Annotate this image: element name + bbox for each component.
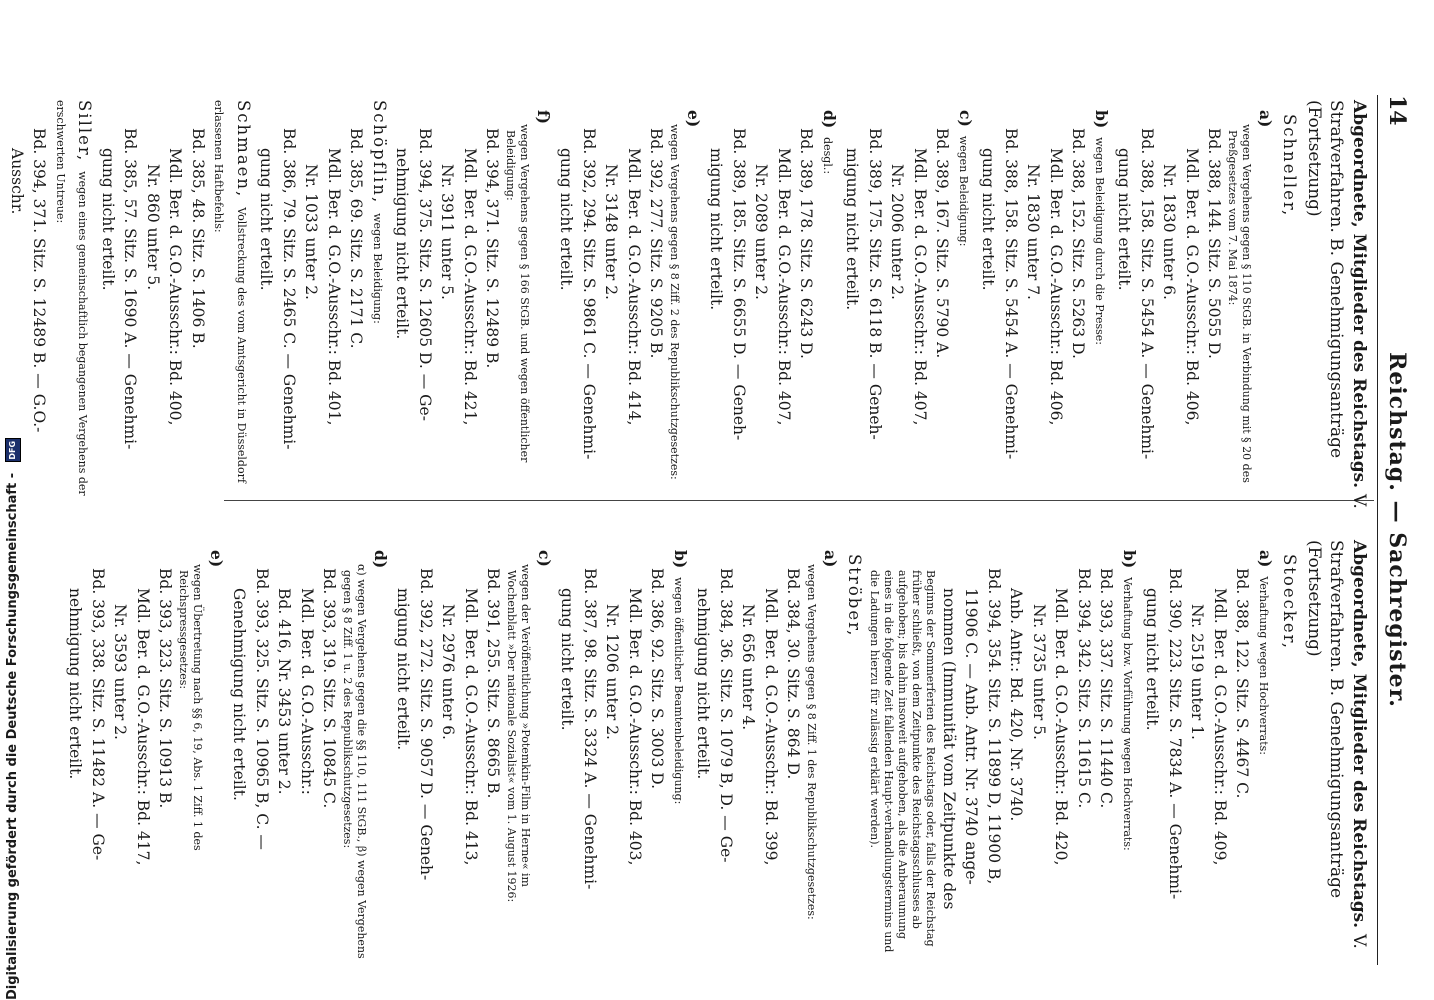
ref-line: Anb. Antr.: Bd. 420, Nr. 3740. <box>1007 588 1026 822</box>
ref-line: Nr. 1033 unter 2. <box>302 164 321 300</box>
item-label: b) <box>671 550 690 569</box>
ref-line: Mdl. Ber. d. G.O.-Ausschr.: Bd. 406, <box>1047 148 1065 426</box>
item-desc: wegen der Veröffentlichung »Potemkin-Film in Herne« im Wochenblatt »Der nationale Sozialist« vom 1. August 1926: <box>505 564 533 903</box>
ref-line: nehmigung nicht erteilt. <box>66 588 85 780</box>
right-entry-a <box>1141 540 1276 960</box>
ref-line: Nr. 2006 unter 2. <box>888 164 907 300</box>
item-desc: wegen öffentlicher Beamtenbeleidigung: <box>672 577 685 805</box>
ref-line: Bd. 386, 79. Sitz. S. 2465 C. — Genehmi- <box>280 128 298 450</box>
item-label: d) <box>820 110 839 129</box>
ref-line: Mdl. Ber. d. G.O.-Ausschr.: Bd. 421, <box>461 148 479 426</box>
ref-line: gung nicht erteilt. <box>99 148 117 291</box>
ref-line: Bd. 393, 338. Sitz. S. 11482 A. — Ge- <box>89 568 107 861</box>
ref-line: Bd. 388, 152. Sitz. S. 5263 D. <box>1069 128 1088 359</box>
ref-line: 11906 C. — Anb. Antr. Nr. 3740 ange- <box>962 588 981 885</box>
ref-line: Mdl. Ber. d. G.O.-Ausschr.: Bd. 399, <box>762 588 780 866</box>
item-label: f) <box>534 110 553 125</box>
ref-line: Bd. 385, 57. Sitz. S. 1690 A. — Genehmi- <box>121 128 140 450</box>
item-desc: Vollstreckung des vom Amtsgericht in Düsseldorf erlassenen Haftbefehls: <box>212 100 248 483</box>
ref-line: Bd. 394, 375. Sitz. S. 12605 D. — Ge- <box>416 128 434 421</box>
ref-line: Mdl. Ber. d. G.O.-Ausschr.: Bd. 406, <box>1183 148 1201 426</box>
page-number: 14 <box>1384 95 1410 126</box>
ref-line: gung nicht erteilt. <box>558 588 577 731</box>
ref-line: Mdl. Ber. d. G.O.-Ausschr.: Bd. 403, <box>626 588 644 866</box>
ref-line: Bd. 384, 30. Sitz. S. 864 D. <box>784 568 803 780</box>
ref-line: Bd. 384, 36. Sitz. S. 1079 B, D. — Ge- <box>717 568 735 863</box>
ref-line: Bd. 392, 294. Sitz. S. 9861 C. — Genehmi- <box>580 128 598 460</box>
stroeber-entry-a <box>692 540 841 960</box>
ref-line: nehmigung nicht erteilt. <box>694 588 713 780</box>
name-schoepflin: Schöpflin, <box>370 100 389 205</box>
item-desc: α) wegen Vergehens gegen die §§ 110, 111 StGB., β) wegen Vergehens gegen § 8 Ziff. 1 u. 2 des Republikschutzgesetzes: <box>341 564 369 959</box>
running-head: Reichstag. — Sachregister. <box>1384 352 1410 708</box>
ref-line: nehmigung nicht erteilt. <box>393 148 412 340</box>
ref-line: Nr. 3148 unter 2. <box>602 164 621 300</box>
ref-line: Nr. 860 unter 5. <box>144 164 162 291</box>
ref-line: Bd. 394, 354. Sitz. S. 11899 D, 11900 B, <box>985 568 1003 885</box>
dfg-logo-icon: DFG <box>5 438 21 462</box>
ref-line: Nr. 3911 unter 5. <box>438 164 457 300</box>
ref-line: Nr. 3735 unter 5. <box>1030 604 1048 740</box>
ref-line: Mdl. Ber. d. G.O.-Ausschr.: Bd. 414, <box>625 148 643 426</box>
item-label: e) <box>684 110 703 128</box>
ref-line: Mdl. Ber. d. G.O.-Ausschr.: Bd. 400, <box>166 148 185 426</box>
ref-line: Ausschr. <box>8 148 26 215</box>
ref-line: Nr. 656 unter 4. <box>739 604 758 731</box>
item-desc: wegen Beleidigung: <box>371 213 384 324</box>
left-entry-b <box>977 100 1112 520</box>
ref-line: Bd. 385, 69. Sitz. S. 2171 C. <box>347 128 366 349</box>
immunity-note: Beginns der Sommerferien des Reichstags oder, falls der Reichstag früher schließt, von dem Zeitpunkte des Reichstagsschlusses ab aufgehoben; bis dahin insoweit aufgehoben, als die Anberaumung eines in die folgende Zeit fallenden Haupt-verhandlungstermins und die Ladungen hierzu für zulässig erklärt werden). <box>868 570 938 953</box>
item-desc: desgl.: <box>821 137 834 175</box>
item-label: d) <box>371 550 390 569</box>
ref-line: Bd. 387, 98. Sitz. S. 3324 A. — Genehmi- <box>581 568 599 890</box>
ref-line: Nr. 2089 unter 2. <box>752 164 771 300</box>
item-label: b) <box>1092 110 1111 129</box>
item-desc: wegen Beleidigung: <box>957 135 970 247</box>
ref-line: migung nicht erteilt. <box>707 148 726 311</box>
ref-line: Mdl. Ber. d. G.O.-Ausschr.: Bd. 413, <box>462 588 480 866</box>
name-stroeber: Ströber, <box>845 554 865 638</box>
entry-schmaen <box>97 100 255 520</box>
ref-line: Bd. 388, 158. Sitz. S. 5454 A. — Genehmi- <box>1002 128 1020 460</box>
item-label: e) <box>207 550 226 568</box>
ref-line: gung nicht erteilt. <box>979 148 998 291</box>
left-column <box>5 100 1371 520</box>
ref-line: nommen (Immunität vom Zeitpunkte des <box>940 588 958 910</box>
ref-line: Bd. 394, 371. Sitz. S. 12489 B. <box>483 128 502 369</box>
item-desc: wegen Übertretung nach §§ 6, 19, Abs. 1 Ziff. 1 des Reichspressgesetzes: <box>177 564 205 851</box>
ref-line: Bd. 393, 319. Sitz. S. 10845 C. <box>320 568 339 809</box>
ref-line: Nr. 2519 unter 1. <box>1188 604 1207 740</box>
ref-line: Bd. 389, 185. Sitz. S. 6655 D. — Geneh- <box>730 128 748 441</box>
ref-line: Bd. 385, 48. Sitz. S. 1406 B. <box>189 128 207 349</box>
ref-line: Bd. 392, 277. Sitz. S. 9205 B. <box>647 128 666 359</box>
page-header <box>1377 95 1414 965</box>
stroeber-entry-d <box>228 540 391 960</box>
item-label: c) <box>535 550 554 567</box>
left-entry-d <box>705 100 840 520</box>
ref-line: Bd. 393, 323. Sitz. S. 10913 B. <box>156 568 175 809</box>
footer-band <box>0 0 26 1000</box>
item-desc: Verhaftung bzw. Vorführung wegen Hochverrats: <box>1121 577 1134 851</box>
ref-line: Bd. 388, 158. Sitz. S. 5454 A. — Genehmi- <box>1138 128 1156 460</box>
item-desc: wegen Beleidigung durch die Presse: <box>1093 137 1106 345</box>
name-schmaen: Schmaen, <box>234 100 253 199</box>
ref-line: gung nicht erteilt. <box>1115 148 1134 291</box>
item-label: a) <box>1256 550 1275 568</box>
right-column <box>63 540 1370 960</box>
ref-line: Mdl. Ber. d. G.O.-Ausschr.: Bd. 407, <box>911 148 929 426</box>
ref-line: Bd. 390, 223. Sitz. S. 7834 A. — Genehmi- <box>1166 568 1184 900</box>
ref-line: Nr. 3593 unter 2. <box>111 604 130 740</box>
item-desc: wegen eines gemeinschaftlich begangenen Vergehens der erschwerten Untreue: <box>54 100 90 496</box>
ref-line: Bd. 389, 175. Sitz. S. 6118 B. — Geneh- <box>866 128 884 440</box>
right-subheading: V. Strafverfahren. B. Genehmigungsanträge (Fortsetzung) <box>1304 540 1369 949</box>
item-label: a) <box>821 550 840 568</box>
ref-line: Mdl. Ber. d. G.O.-Ausschr.: <box>298 588 316 795</box>
ref-line: Mdl. Ber. d. G.O.-Ausschr.: Bd. 417, <box>134 588 152 866</box>
item-label: a) <box>1256 110 1275 128</box>
ref-line: Bd. 388, 122. Sitz. S. 4467 C. <box>1233 568 1252 799</box>
left-entry-c <box>841 100 976 520</box>
name-siller: Siller, <box>75 100 95 163</box>
item-label: b) <box>1120 550 1139 569</box>
ref-line: Nr. 1206 unter 2. <box>603 604 622 740</box>
ref-line: Bd. 389, 167. Sitz. S. 5790 A. <box>933 128 952 359</box>
ref-line: Mdl. Ber. d. G.O.-Ausschr.: Bd. 401, <box>325 148 343 426</box>
item-desc: wegen Vergehens gegen § 166 StGB. und wegen öffentlicher Beleidigung: <box>504 124 532 463</box>
left-entry-a <box>1113 100 1276 520</box>
item-desc: wegen Vergehens gegen § 110 StGB. in Verbindung mit § 20 des Preßgesetzes vom 7. Mai 1874: <box>1226 124 1254 483</box>
entry-schoepflin <box>255 100 390 520</box>
ref-line: Bd. 392, 272. Sitz. S. 9057 D. — Geneh- <box>417 568 435 881</box>
ref-line: Genehmigung nicht erteilt. <box>230 588 249 801</box>
ref-line: Mdl. Ber. d. G.O.-Ausschr.: Bd. 407, <box>775 148 793 426</box>
right-heading: Abgeordnete, Mitglieder des Reichstags. V. Strafverfahren. B. Genehmigungsanträge (Fortsetzung) <box>1304 540 1369 949</box>
ref-line: Nr. 1830 unter 7. <box>1024 164 1043 300</box>
ref-line: migung nicht erteilt. <box>394 588 413 751</box>
ref-line: Nr. 1830 unter 6. <box>1160 164 1179 300</box>
stroeber-entry-c <box>392 540 555 960</box>
left-entry-f <box>391 100 554 520</box>
stroeber-entry-b <box>556 540 691 960</box>
left-subheading: V. Strafverfahren. B. Genehmigungsanträge (Fortsetzung) <box>1304 100 1369 509</box>
name-stoecker: Stoecker, <box>1280 554 1300 650</box>
left-heading: Abgeordnete, Mitglieder des Reichstags. V. Strafverfahren. B. Genehmigungsanträge (Fortsetzung) <box>1304 100 1369 509</box>
right-entry-b <box>868 540 1141 960</box>
item-desc: wegen Vergehens gegen § 8 Ziff. 1 des Republikschutzgesetzes: <box>805 564 819 920</box>
name-schneller: Schneller, <box>1280 114 1300 218</box>
ref-line: Bd. 394, 371. Sitz. S. 12489 B. — G.O.- <box>30 128 49 433</box>
ref-line: Bd. 394, 342. Sitz. S. 11615 C. <box>1075 568 1093 809</box>
left-entry-e <box>555 100 704 520</box>
ref-line: Mdl. Ber. d. G.O.-Ausschr.: Bd. 409, <box>1211 588 1229 866</box>
ref-line: Bd. 386, 92. Sitz. S. 3003 D. <box>648 568 667 790</box>
ref-line: Bd. 416, Nr. 3453 unter 2. <box>275 588 294 795</box>
funding-text: Digitalisierung gefördert durch die Deutsche Forschungsgemeinschaft - <box>5 472 20 1000</box>
ref-line: gung nicht erteilt. <box>557 148 576 291</box>
ref-line: Bd. 388, 144. Sitz. S. 5055 D. <box>1205 128 1224 359</box>
item-desc: wegen Vergehens gegen § 8 Ziff. 2 des Republikschutzgesetzes: <box>668 124 682 480</box>
ref-line: gung nicht erteilt. <box>1143 588 1162 731</box>
ref-line: migung nicht erteilt. <box>843 148 862 311</box>
ref-line: Bd. 389, 178. Sitz. S. 6243 D. <box>797 128 816 359</box>
item-label: c) <box>956 110 975 127</box>
item-desc: Verhaftung wegen Hochverrats: <box>1257 576 1270 755</box>
ref-line: Bd. 393, 337. Sitz. S. 11440 C. <box>1097 568 1116 809</box>
ref-line: Bd. 391, 255. Sitz. S. 8665 B. <box>484 568 503 799</box>
ref-line: Nr. 2976 unter 6. <box>439 604 458 740</box>
ref-line: Bd. 393, 325. Sitz. S. 10965 B, C. — <box>253 568 271 850</box>
ref-line: gung nicht erteilt. <box>257 148 276 291</box>
stroeber-entry-e <box>64 540 227 960</box>
funding-footer <box>2 10 24 1000</box>
ref-line: Mdl. Ber. d. G.O.-Ausschr.: Bd. 420, <box>1052 588 1071 866</box>
